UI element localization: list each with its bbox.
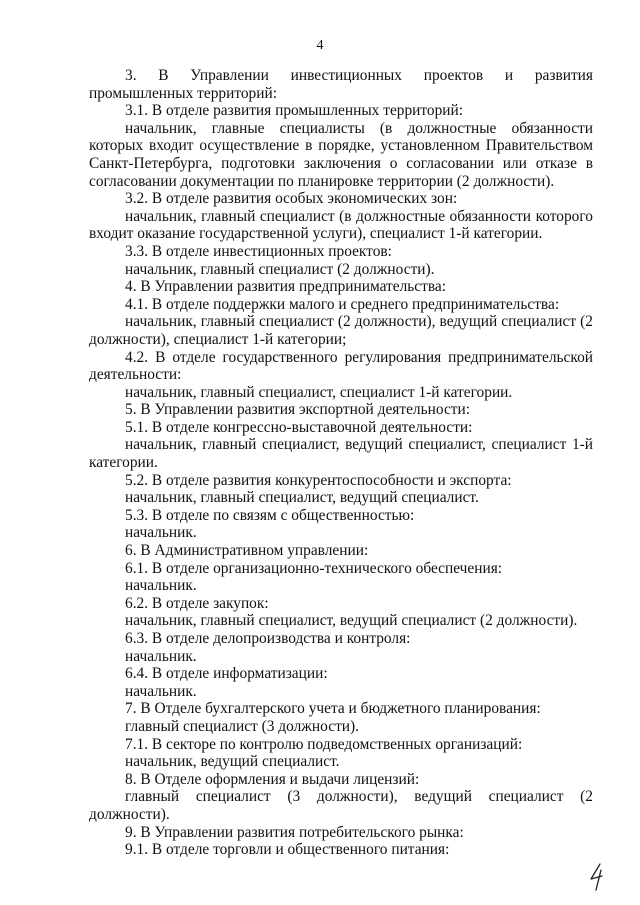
- paragraph: 8. В Отделе оформления и выдачи лицензий:: [125, 770, 420, 788]
- paragraph: начальник, главный специалист (2 должности), ведущий специалист (2 должности), специалист 1-й категории;: [89, 313, 593, 348]
- paragraph: начальник, главный специалист, специалист 1-й категории.: [125, 383, 513, 401]
- paragraph: начальник, главный специалист, ведущий специалист (2 должности).: [125, 612, 578, 630]
- paragraph: начальник.: [125, 647, 197, 665]
- paragraph: 6.1. В отделе организационно-технического обеспечения:: [125, 559, 503, 577]
- paragraph: 6.4. В отделе информатизации:: [125, 665, 328, 683]
- document-body: [89, 67, 593, 859]
- paragraph: 6.3. В отделе делопроизводства и контроля:: [125, 630, 411, 647]
- paragraph: 5.2. В отделе развития конкурентоспособности и экспорта:: [125, 471, 512, 489]
- paragraph: начальник, главные специалисты (в должностные обязанности которых входит осуществление в порядке, установленном Правительством Санкт-Петербурга, подготовки заключения о согласовании или отказе в согласовании документации по планировке территории (2 должности).: [89, 119, 593, 190]
- paragraph: начальник, главный специалист, ведущий специалист, специалист 1-й категории.: [89, 436, 593, 472]
- paragraph: 4.2. В отделе государственного регулирования предпринимательской деятельности:: [89, 348, 593, 384]
- paragraph: 3.1. В отделе развития промышленных территорий:: [125, 102, 464, 120]
- paragraph: начальник.: [125, 577, 197, 595]
- paragraph: 4.1. В отделе поддержки малого и среднего предпринимательства:: [125, 295, 560, 313]
- page-number: 4: [316, 38, 324, 53]
- paragraph: 6. В Административном управлении:: [125, 542, 369, 560]
- paragraph: 5.3. В отделе по связям с общественностью:: [125, 506, 415, 524]
- handwritten-initials: [585, 862, 609, 892]
- paragraph: главный специалист (3 должности).: [125, 717, 360, 735]
- paragraph: 6.2. В отделе закупок:: [125, 594, 269, 612]
- paragraph: 5. В Управлении развития экспортной деятельности:: [125, 401, 471, 419]
- paragraph: 3.3. В отделе инвестиционных проектов:: [125, 242, 392, 260]
- paragraph: 9.1. В отделе торговли и общественного питания:: [125, 841, 450, 859]
- paragraph: начальник, главный специалист, ведущий специалист.: [125, 489, 479, 507]
- paragraph: начальник, главный специалист (2 должности).: [125, 260, 435, 278]
- paragraph: 3. В Управлении инвестиционных проектов и развития промышленных территорий:: [89, 67, 593, 102]
- paragraph: 3.2. В отделе развития особых экономических зон:: [125, 190, 458, 208]
- paragraph: начальник, главный специалист (в должностные обязанности которого входит оказание государственной услуги), специалист 1-й категории.: [89, 207, 593, 243]
- paragraph: начальник.: [125, 682, 197, 700]
- paragraph: 7. В Отделе бухгалтерского учета и бюджетного планирования:: [125, 700, 541, 718]
- paragraph: 9. В Управлении развития потребительского рынка:: [125, 823, 464, 841]
- paragraph: 4. В Управлении развития предпринимательства:: [125, 278, 447, 296]
- paragraph: главный специалист (3 должности), ведущий специалист (2 должности).: [89, 788, 593, 823]
- paragraph: начальник, ведущий специалист.: [125, 753, 340, 771]
- paragraph: начальник.: [125, 524, 197, 542]
- paragraph: 7.1. В секторе по контролю подведомственных организаций:: [125, 735, 523, 753]
- paragraph: 5.1. В отделе конгрессно-выставочной деятельности:: [125, 418, 473, 436]
